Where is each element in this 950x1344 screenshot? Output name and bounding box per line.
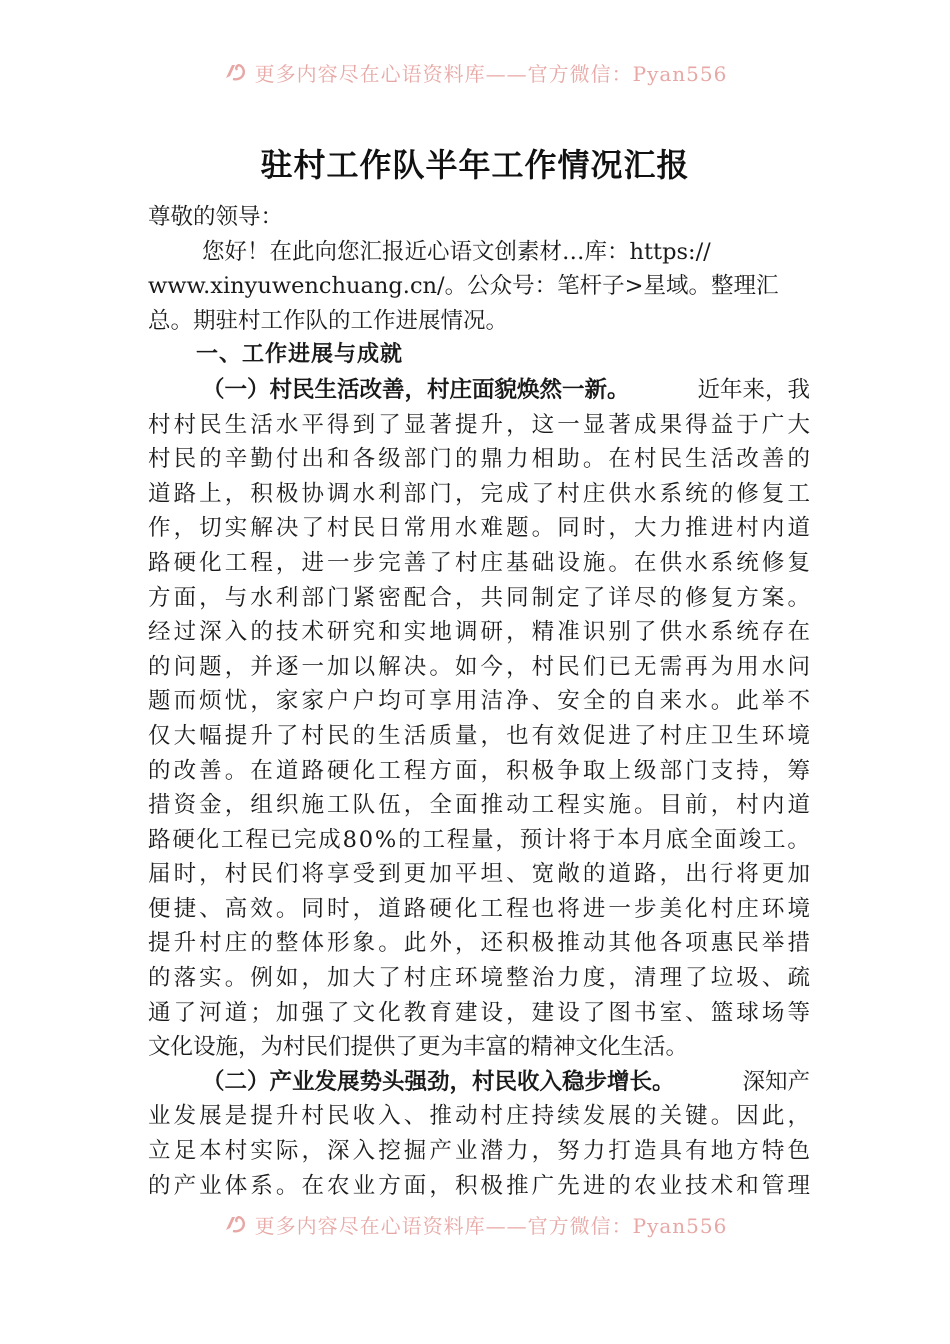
subsection-line	[148, 1065, 810, 1100]
section-heading: 一、工作进展与成就	[196, 342, 404, 368]
paragraph-line: 经 过 深 入 的 技 术 研 究 和 实 地 调 研 ， 精 准 识 别 了 供 水 系 统 存 在	[148, 619, 810, 646]
paragraph-line: 路 硬 化 工 程 已 完 成 8 0 % 的 工 程 量 ， 预 计 将 于 本 月 底 全 面 竣 工 。	[148, 826, 810, 853]
paragraph-text: 深知产	[742, 1068, 810, 1095]
paragraph-line: 方 面 ， 与 水 利 部 门 紧 密 配 合 ， 共 同 制 定 了 详 尽 的 修 复 方 案 。	[148, 584, 810, 611]
watermark-text: 更多内容尽在心语资料库——官方微信：Pyan556	[254, 1213, 728, 1238]
paragraph-line: 立 足 本 村 实 际 ， 深 入 挖 掘 产 业 潜 力 ， 努 力 打 造 具 有 地 方 特 色	[148, 1138, 810, 1165]
paragraph-line: 村 民 的 辛 勤 付 出 和 各 级 部 门 的 鼎 力 相 助 。 在 村 民 生 活 改 善 的	[148, 446, 810, 473]
document-body	[148, 200, 810, 1203]
paragraph-line: 的 落 实 。 例 如 ， 加 大 了 村 庄 环 境 整 治 力 度 ， 清 理 了 垃 圾 、 疏	[148, 965, 810, 992]
paragraph-line: www.xinyuwenchuang.cn/。公众号：笔杆子>星域。整理汇	[148, 273, 779, 300]
watermark-logo-icon	[223, 1213, 249, 1235]
paragraph-line: 措 资 金 ， 组 织 施 工 队 伍 ， 全 面 推 动 工 程 实 施 。 目 前 ， 村 内 道	[148, 792, 810, 819]
paragraph-line: 的 产 业 体 系 。 在 农 业 方 面 ， 积 极 推 广 先 进 的 农 业 技 术 和 管 理	[148, 1172, 810, 1199]
paragraph-line: 提 升 村 庄 的 整 体 形 象 。 此 外 ， 还 积 极 推 动 其 他 各 项 惠 民 举 措	[148, 930, 810, 957]
paragraph-line: 总。期驻村工作队的工作进展情况。	[148, 307, 509, 334]
watermark-text: 更多内容尽在心语资料库——官方微信：Pyan556	[254, 61, 728, 86]
paragraph-line: 业 发 展 是 提 升 村 民 收 入 、 推 动 村 庄 持 续 发 展 的 关 键 。 因 此 ，	[148, 1103, 810, 1130]
watermark-footer	[0, 1210, 950, 1238]
paragraph-line: 便 捷 、 高 效 。 同 时 ， 道 路 硬 化 工 程 也 将 进 一 步 美 化 村 庄 环 境	[148, 895, 810, 922]
subsection-line	[148, 373, 810, 408]
watermark-logo-icon	[223, 61, 249, 83]
subsection-heading: （一）村民生活改善，村庄面貌焕然一新。	[202, 376, 630, 403]
paragraph-line: 路 硬 化 工 程 ， 进 一 步 完 善 了 村 庄 基 础 设 施 。 在 供 水 系 统 修 复	[148, 549, 810, 576]
paragraph-line: 文化设施，为村民们提供了更为丰富的精神文化生活。	[148, 1034, 689, 1061]
paragraph-line: 作 ， 切 实 解 决 了 村 民 日 常 用 水 难 题 。 同 时 ， 大 力 推 进 村 内 道	[148, 515, 810, 542]
paragraph-text: 近年来，我	[697, 376, 810, 403]
paragraph-line: 届 时 ， 村 民 们 将 享 受 到 更 加 平 坦 、 宽 敞 的 道 路 ， 出 行 将 更 加	[148, 861, 810, 888]
paragraph-line: 的 改 善 。 在 道 路 硬 化 工 程 方 面 ， 积 极 争 取 上 级 部 门 支 持 ， 筹	[148, 757, 810, 784]
salutation: 尊敬的领导：	[148, 204, 284, 230]
paragraph-line: 通 了 河 道 ； 加 强 了 文 化 教 育 建 设 ， 建 设 了 图 书 室 、 篮 球 场 等	[148, 999, 810, 1026]
paragraph-line: 仅 大 幅 提 升 了 村 民 的 生 活 质 量 ， 也 有 效 促 进 了 村 庄 卫 生 环 境	[148, 722, 810, 749]
paragraph-line: 村 村 民 生 活 水 平 得 到 了 显 著 提 升 ， 这 一 显 著 成 果 得 益 于 广 大	[148, 411, 810, 438]
watermark-header	[0, 58, 950, 86]
paragraph-line: 题 而 烦 忧 ， 家 家 户 户 均 可 享 用 洁 净 、 安 全 的 自 来 水 。 此 举 不	[148, 688, 810, 715]
subsection-heading: （二）产业发展势头强劲，村民收入稳步增长。	[202, 1068, 675, 1095]
paragraph-line: 您好！在此向您汇报近心语文创素材…库：https://	[202, 238, 711, 265]
document-title: 驻村工作队半年工作情况汇报	[260, 146, 690, 184]
paragraph-line: 的 问 题 ， 并 逐 一 加 以 解 决 。 如 今 ， 村 民 们 已 无 需 再 为 用 水 问	[148, 653, 810, 680]
paragraph-line: 道 路 上 ， 积 极 协 调 水 利 部 门 ， 完 成 了 村 庄 供 水 系 统 的 修 复 工	[148, 480, 810, 507]
